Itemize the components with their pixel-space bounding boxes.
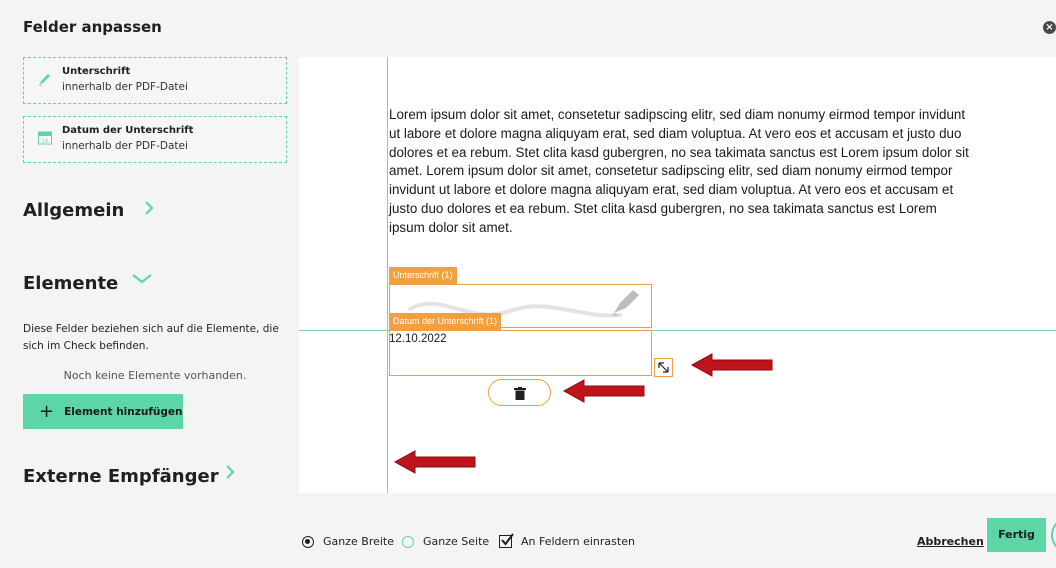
field-card-subtitle: innerhalb der PDF-Datei: [62, 81, 188, 93]
chevron-right-icon[interactable]: [141, 200, 157, 216]
chevron-down-icon[interactable]: [131, 270, 153, 286]
resize-icon: [655, 359, 672, 376]
field-card-subtitle: innerhalb der PDF-Datei: [62, 140, 188, 152]
cancel-button[interactable]: Abbrechen: [917, 535, 984, 548]
option-snap-to-fields[interactable]: [499, 535, 635, 548]
pen-icon: [38, 72, 52, 86]
trash-icon: [514, 387, 526, 400]
dialog-title: Felder anpassen: [23, 18, 162, 36]
document-text: Lorem ipsum dolor sit amet, consetetur sadipscing elitr, sed diam nonumy eirmod tempor invidunt ut labore et dolore magna aliquyam erat, sed diam voluptua. At vero eos et accusam et justo duo dolores et ea rebum. Stet clita kasd gubergren, no sea takimata sanctus est Lorem ipsum dolor sit amet. Lorem ipsum dolor sit amet, consetetur sadipscing elitr, sed diam nonumy eirmod tempor invidunt ut labore et dolore magna aliquyam erat, sed diam voluptua. At vero eos et accusam et justo duo dolores et ea rebum. Stet clita kasd gubergren, no sea takimata sanctus est Lorem ipsum dolor sit amet.: [389, 107, 969, 235]
date-field-tag: Datum der Unterschrift (1): [389, 313, 501, 330]
option-label: Ganze Seite: [423, 535, 490, 548]
snap-guide-vertical: [387, 57, 388, 493]
dialog-footer: [0, 493, 1056, 568]
field-card-title: Unterschrift: [62, 66, 131, 77]
radio-full-width[interactable]: [302, 536, 314, 548]
document-preview[interactable]: [299, 57, 1056, 493]
section-title-externe-empfaenger[interactable]: Externe Empfänger: [23, 466, 219, 487]
dialog-header: [0, 0, 1056, 57]
annotation-arrow-left: [690, 351, 775, 379]
section-title-allgemein[interactable]: Allgemein: [23, 200, 125, 221]
signature-field-tag: Unterschrift (1): [389, 267, 457, 284]
checkbox-snap-to-fields[interactable]: [499, 535, 512, 548]
add-element-label: Element hinzufügen: [64, 405, 183, 418]
chevron-right-icon[interactable]: [222, 464, 238, 480]
option-label: An Feldern einrasten: [521, 535, 635, 548]
annotation-arrow-left: [393, 448, 478, 476]
date-field-value: 12.10.2022: [389, 333, 447, 345]
field-card-signature[interactable]: [23, 57, 287, 104]
field-card-date[interactable]: [23, 116, 287, 163]
calendar-icon: [38, 131, 52, 145]
calendar-icon-label: 16: [41, 138, 49, 145]
add-element-button[interactable]: [23, 394, 183, 429]
annotation-arrow-left: [562, 377, 647, 405]
elements-description: Diese Felder beziehen sich auf die Elemente, die sich im Check befinden.: [23, 323, 279, 352]
delete-field-button[interactable]: [488, 379, 551, 406]
close-icon[interactable]: ×: [1043, 21, 1056, 34]
elements-empty-text: Noch keine Elemente vorhanden.: [63, 369, 247, 382]
sidebar: [0, 57, 298, 493]
checkmark-icon: [500, 533, 514, 547]
option-full-width[interactable]: [302, 535, 394, 548]
option-full-page[interactable]: [402, 535, 489, 548]
radio-full-page[interactable]: [402, 536, 414, 548]
field-card-title: Datum der Unterschrift: [62, 125, 194, 136]
done-button[interactable]: Fertig: [987, 518, 1046, 552]
option-label: Ganze Breite: [323, 535, 395, 548]
section-title-elemente[interactable]: Elemente: [23, 273, 119, 294]
plus-icon: +: [39, 400, 55, 422]
resize-handle[interactable]: [654, 358, 673, 377]
